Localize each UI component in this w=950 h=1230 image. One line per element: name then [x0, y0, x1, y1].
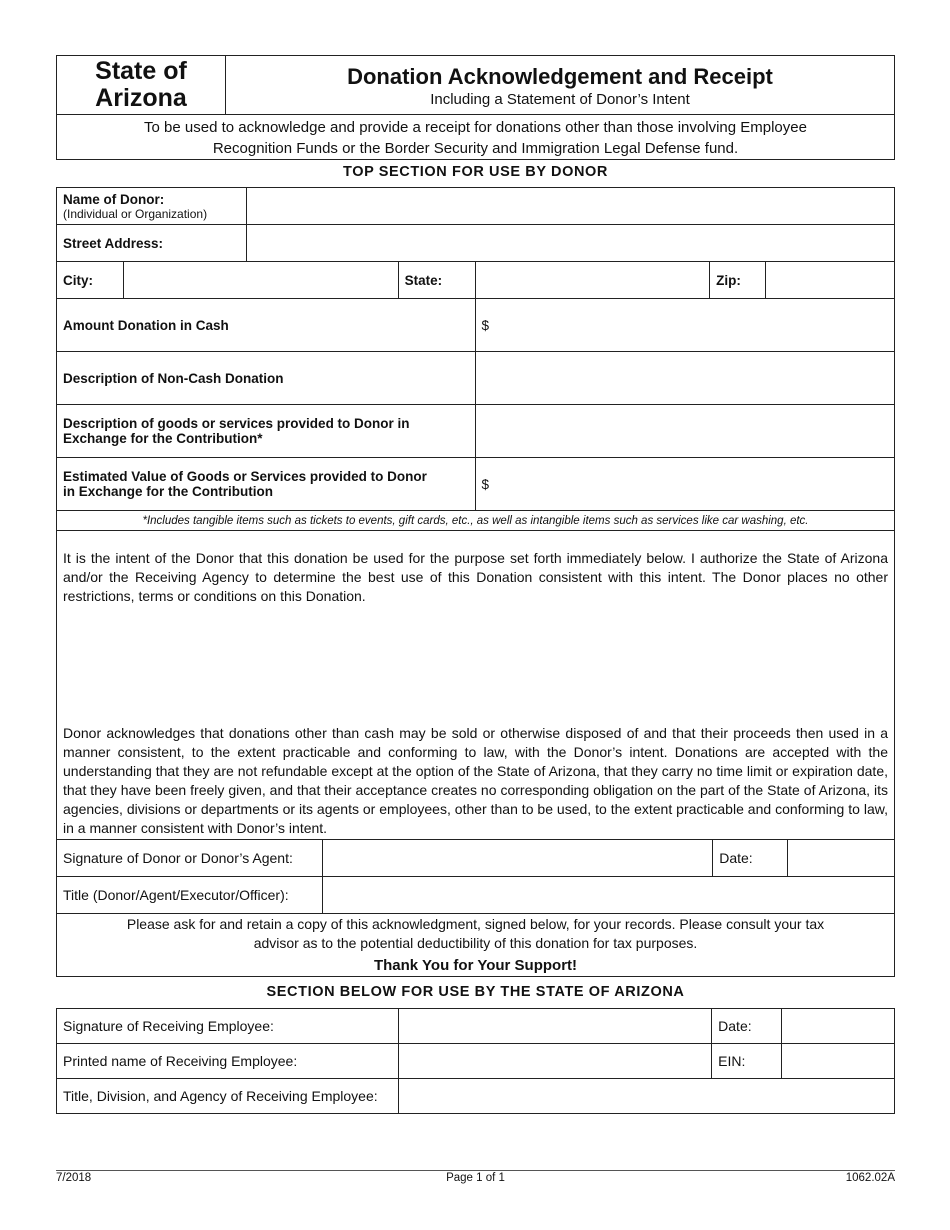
intent-purpose-area[interactable] — [57, 609, 894, 721]
estimated-value-field[interactable] — [475, 458, 894, 511]
donor-acknowledgement: Donor acknowledges that donations other than cash may be sold or otherwise disposed of and that their proceeds then used in a manner consistent, to the extent practicable and conforming to law, with the Donor’s intent. Donations are accepted with the understanding that they are not refundable except at the option of the State of Arizona, that they carry no time limit or expiration date, that they have been freely given, and that their acceptance creates no corresponding obligation on the part of the State of Arizona, its agencies, divisions or departments or its agents or employees, other than to be used, to the extent practicable and conforming to law, in a manner consistent with Donor’s intent. — [63, 725, 888, 836]
street-address-label: Street Address: — [57, 225, 247, 262]
retain-line-1: Please ask for and retain a copy of this acknowledgment, signed below, for your records. Please consult your tax — [126, 916, 825, 932]
retain-line-2: advisor as to the potential deductibility of this donation for tax purposes. — [253, 935, 698, 951]
form-subtitle: Including a Statement of Donor’s Intent — [430, 91, 690, 108]
employee-ein-field[interactable] — [782, 1044, 895, 1079]
employee-signature-label: Signature of Receiving Employee: — [57, 1009, 399, 1044]
donor-name-sublabel: (Individual or Organization) — [63, 206, 208, 221]
noncash-donation-field[interactable] — [475, 352, 894, 405]
employee-signature-field[interactable] — [398, 1009, 712, 1044]
title-block — [226, 56, 895, 115]
intent-statement: It is the intent of the Donor that this donation be used for the purpose set forth immediately below. I authorize the State of Arizona and/or the Receiving Agency to determine the best use of this Donation consistent with this intent. The Donor places no other restrictions, terms or conditions on this Donation. — [63, 550, 888, 604]
goods-services-label-line-1: Description of goods or services provided to Donor in — [63, 416, 410, 431]
form-number: 1062.02A — [845, 1172, 895, 1184]
cash-donation-field[interactable] — [475, 299, 894, 352]
goods-services-label — [57, 405, 476, 458]
donor-signature-label: Signature of Donor or Donor’s Agent: — [57, 840, 323, 877]
donor-signature-field[interactable] — [322, 840, 712, 877]
state-label: State: — [398, 262, 475, 299]
form-title: Donation Acknowledgement and Receipt — [347, 64, 773, 89]
employee-printed-name-label: Printed name of Receiving Employee: — [57, 1044, 399, 1079]
goods-footnote: *Includes tangible items such as tickets to events, gift cards, etc., as well as intangible items such as services like car washing, etc. — [57, 511, 895, 531]
estimated-value-label-line-2: in Exchange for the Contribution — [63, 484, 273, 499]
donor-name-field[interactable] — [246, 188, 894, 225]
employee-title-label: Title, Division, and Agency of Receiving Employee: — [57, 1079, 399, 1114]
city-label: City: — [57, 262, 124, 299]
dollar-sign: $ — [481, 317, 490, 333]
purpose-line-2: Recognition Funds or the Border Security and Immigration Legal Defense fund. — [212, 140, 739, 157]
state-field[interactable] — [475, 262, 710, 299]
city-field[interactable] — [123, 262, 398, 299]
donor-intent-section — [56, 530, 895, 977]
footer-divider — [56, 1170, 895, 1171]
goods-services-label-line-2: Exchange for the Contribution* — [63, 431, 263, 446]
employee-date-field[interactable] — [782, 1009, 895, 1044]
estimated-value-label-line-1: Estimated Value of Goods or Services provided to Donor — [63, 469, 427, 484]
employee-ein-label: EIN: — [712, 1044, 782, 1079]
purpose-line-1: To be used to acknowledge and provide a receipt for donations other than those involving Employee — [144, 119, 807, 136]
state-name — [57, 56, 226, 115]
donor-title-field[interactable] — [322, 877, 894, 914]
dollar-sign: $ — [481, 476, 490, 492]
donor-information-table — [56, 187, 895, 531]
state-section-heading: SECTION BELOW FOR USE BY THE STATE OF ARIZONA — [266, 984, 685, 1000]
state-line-2: Arizona — [95, 84, 187, 112]
zip-label: Zip: — [710, 262, 766, 299]
employee-title-field[interactable] — [398, 1079, 894, 1114]
form-purpose — [56, 114, 895, 160]
state-line-1: State of — [95, 57, 187, 85]
estimated-value-label — [57, 458, 476, 511]
receiving-employee-table — [56, 1008, 895, 1114]
street-address-field[interactable] — [246, 225, 894, 262]
noncash-donation-label: Description of Non-Cash Donation — [57, 352, 476, 405]
employee-date-label: Date: — [712, 1009, 782, 1044]
donor-date-field[interactable] — [788, 840, 895, 877]
donor-title-label: Title (Donor/Agent/Executor/Officer): — [57, 877, 323, 914]
donor-signature-table — [56, 839, 895, 914]
page-number: Page 1 of 1 — [446, 1172, 505, 1184]
form-revision-date: 7/2018 — [56, 1172, 92, 1184]
donor-name-label — [57, 188, 247, 225]
employee-printed-name-field[interactable] — [398, 1044, 712, 1079]
donor-section-heading: TOP SECTION FOR USE BY DONOR — [343, 164, 608, 180]
thank-you-message: Thank You for Your Support! — [373, 957, 578, 974]
form-header — [56, 55, 895, 115]
donor-date-label: Date: — [713, 840, 788, 877]
donor-name-label-text: Name of Donor: — [63, 191, 165, 207]
zip-field[interactable] — [766, 262, 895, 299]
retain-copy-notice — [97, 915, 854, 953]
goods-services-field[interactable] — [475, 405, 894, 458]
cash-donation-label: Amount Donation in Cash — [57, 299, 476, 352]
